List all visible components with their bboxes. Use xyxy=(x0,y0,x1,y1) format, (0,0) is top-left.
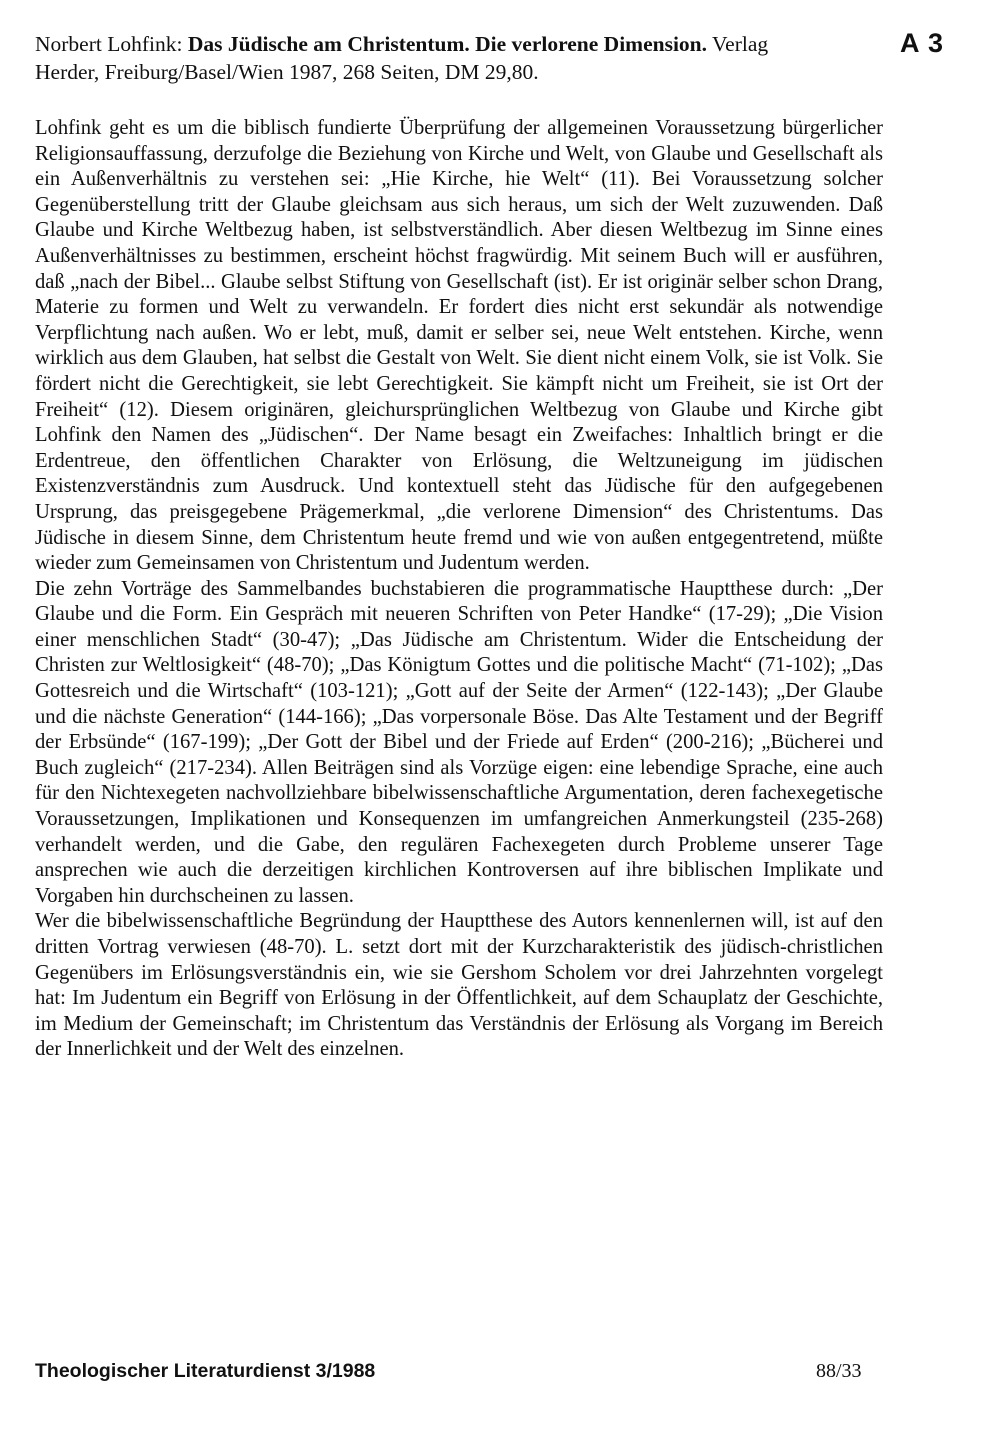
publisher-line2: Herder, Freiburg/Basel/Wien 1987, 268 Seiten, DM 29,80. xyxy=(35,60,539,84)
bibliographic-header xyxy=(35,30,895,86)
page-number: 88/33 xyxy=(816,1360,862,1382)
author: Norbert Lohfink: xyxy=(35,32,188,56)
section-code: A 3 xyxy=(900,28,945,58)
paragraph: Wer die bibelwissenschaftliche Begründung der Hauptthese des Autors kennenlernen will, ist auf den dritten Vortrag verwiesen (48-70). L. setzt dort mit der Kurzcharakteristik des jüdisch-christlichen Gegenübers im Erlösungsverständnis ein, wie sie Gershom Scholem vor drei Jahrzehnten vorgelegt hat: Im Judentum ein Begriff von Erlösung in der Öffentlichkeit, auf dem Schauplatz der Geschichte, im Medium der Gemeinschaft; im Christentum das Verständnis der Erlösung als Vorgang im Bereich der Innerlichkeit und der Welt des einzelnen. xyxy=(35,910,883,1061)
journal-name: Theologischer Literaturdienst 3/1988 xyxy=(35,1360,376,1382)
paragraph: Die zehn Vorträge des Sammelbandes buchstabieren die programmatische Hauptthese durch: „Der Glaube und die Form. Ein Gespräch mit neueren Schriften von Peter Handke“ (17-29); „Die Vision einer menschlichen Stadt“ (30-47); „Das Jüdische am Christentum. Wider die Entscheidung der Christen zur Weltlosigkeit“ (48-70); „Das Königtum Gottes und die politische Macht“ (71-102); „Das Gottesreich und die Wirtschaft“ (103-121); „Gott auf der Seite der Armen“ (122-143); „Der Glaube und die nächste Generation“ (144-166); „Das vorpersonale Böse. Das Alte Testament und der Begriff der Erbsünde“ (167-199); „Der Gott der Bibel und der Friede auf Erden“ (200-216); „Bücherei und Buch zugleich“ (217-234). Allen Beiträgen sind als Vorzüge eigen: eine lebendige Sprache, eine auch für den Nichtexegeten nachvollziehbare bibelwissenschaftliche Argumentation, deren fachexegetische Voraussetzungen, Implikationen und Konsequenzen im umfangreichen Anmerkungsteil (235-268) verhandelt werden, und die Gabe, den regulären Fachexegeten durch Probleme unserer Tage ansprechen wie auch die derzeitigen kirchlichen Kontroversen auf ihre biblischen Implikate und Vorgaben hin durchscheinen zu lassen. xyxy=(35,577,883,907)
review-body xyxy=(35,116,883,1063)
paragraph: Lohfink geht es um die biblisch fundierte Überprüfung der allgemeinen Voraussetzung bürgerlicher Religionsauffassung, derzufolge die Beziehung von Kirche und Welt, von Glaube und Gesellschaft als ein Außenverhältnis zu verstehen sei: „Hie Kirche, hie Welt“ (11). Bei Voraussetzung solcher Gegenüberstellung tritt der Glaube gleichsam aus sich heraus, um sich der Welt zuzuwenden. Daß Glaube und Kirche Weltbezug haben, ist selbstverständlich. Aber diesen Weltbezug im Sinne eines Außenverhältnisses zu bestimmen, erscheint höchst fragwürdig. Mit seinem Buch will er ausführen, daß „nach der Bibel... Glaube selbst Stiftung von Gesellschaft (ist). Er ist originär selber schon Drang, Materie zu formen und Welt zu verwandeln. Er fordert dies nicht erst sekundär als notwendige Verpflichtung nach außen. Wo er lebt, muß, damit er selber sei, neue Welt entstehen. Kirche, wenn wirklich aus dem Glauben, hat selbst die Gestalt von Welt. Sie dient nicht einem Volk, sie ist Volk. Sie fördert nicht die Gerechtigkeit, sie lebt Gerechtigkeit. Sie kämpft nicht um Freiheit, sie ist Ort der Freiheit“ (12). Diesem originären, gleichursprünglichen Weltbezug von Glaube und Kirche gibt Lohfink den Namen des „Jüdischen“. Der Name besagt ein Zweifaches: Inhaltlich bringt er die Erdentreue, den öffentlichen Charakter von Erlösung, die Weltzuneigung im jüdischen Existenzverständnis zum Ausdruck. Und kontextuell steht das Jüdische für den aufgegebenen Ursprung, das preisgegebene Prägemerkmal, „die verlorene Dimension“ des Christentums. Das Jüdische in diesem Sinne, dem Christentum heute fremd und wie von außen entgegentretend, müßte wieder zum Gemeinsamen von Christentum und Judentum werden. xyxy=(35,117,883,575)
book-title: Das Jüdische am Christentum. Die verlorene Dimension. xyxy=(187,32,708,56)
publisher-line1: Verlag xyxy=(707,32,769,56)
